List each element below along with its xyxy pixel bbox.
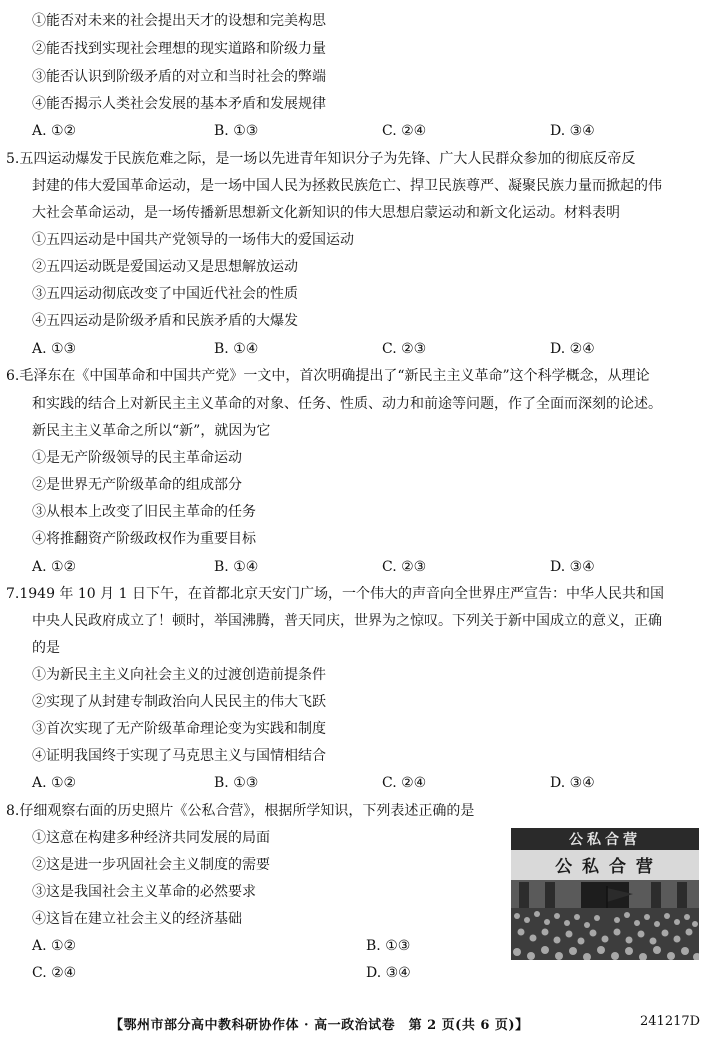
q8-item-4: ④这旨在建立社会主义的经济基础 [32,911,242,927]
q7-choice-d[interactable]: D. ③④ [550,775,595,791]
q4-choice-d[interactable]: D. ③④ [550,123,595,139]
q8-item-3: ③这是我国社会主义革命的必然要求 [32,884,256,900]
q4-choice-a[interactable]: A. ①② [32,123,77,139]
q8-item-1: ①这意在构建多种经济共同发展的局面 [32,830,270,846]
q7-stem-line-1: 7.1949 年 10 月 1 日下午，在首都北京天安门广场，一个伟大的声音向全世界庄严宣告：中华人民共和国 [6,586,664,602]
q7-stem-line-2: 中央人民政府成立了！顿时，举国沸腾，普天同庆，世界为之惊叹。下列关于新中国成立的意义，正确 [32,613,662,629]
q6-item-3: ③从根本上改变了旧民主革命的任务 [32,504,256,520]
q6-item-4: ④将推翻资产阶级政权作为重要目标 [32,531,256,547]
q8-item-2: ②这是进一步巩固社会主义制度的需要 [32,857,270,873]
q5-choice-d[interactable]: D. ②④ [550,341,595,357]
q8-stem-line-1: 8.仔细观察右面的历史照片《公私合营》，根据所学知识，下列表述正确的是 [6,803,475,819]
q6-choice-b[interactable]: B. ①④ [214,559,259,575]
q4-item-4: ④能否揭示人类社会发展的基本矛盾和发展规律 [32,96,326,112]
q8-choice-a[interactable]: A. ①② [32,938,77,954]
q4-item-1: ①能否对未来的社会提出天才的设想和完美构思 [32,13,326,29]
q7-choice-c[interactable]: C. ②④ [382,775,427,791]
q8-choice-d[interactable]: D. ③④ [366,965,411,981]
photo-banner-sign: 公 私 合 营 [555,857,655,877]
q8-choice-c[interactable]: C. ②④ [32,965,77,981]
q7-item-1: ①为新民主主义向社会主义的过渡创造前提条件 [32,667,326,683]
q5-choice-c[interactable]: C. ②③ [382,341,427,357]
q6-choice-c[interactable]: C. ②③ [382,559,427,575]
q5-item-2: ②五四运动既是爱国运动又是思想解放运动 [32,259,298,275]
q7-item-3: ③首次实现了无产阶级革命理论变为实践和制度 [32,721,326,737]
q6-item-1: ①是无产阶级领导的民主革命运动 [32,450,242,466]
photo-banner-top: 公私合营 [569,832,641,848]
historical-photo-public-private-partnership [511,828,699,960]
q5-choice-a[interactable]: A. ①③ [32,341,77,357]
q6-choice-a[interactable]: A. ①② [32,559,77,575]
q8-choice-b[interactable]: B. ①③ [366,938,411,954]
exam-code: 241217D [640,1014,701,1029]
q6-item-2: ②是世界无产阶级革命的组成部分 [32,477,242,493]
q6-stem-line-3: 新民主主义革命之所以“新”，就因为它 [32,423,271,439]
q5-stem-line-2: 封建的伟大爱国革命运动，是一场中国人民为拯救民族危亡、捍卫民族尊严、凝聚民族力量而掀起的伟 [32,178,662,194]
q6-stem-line-1: 6.毛泽东在《中国革命和中国共产党》一文中，首次明确提出了“新民主主义革命”这个科学概念，从理论 [6,368,650,384]
q7-choice-a[interactable]: A. ①② [32,775,77,791]
q4-item-3: ③能否认识到阶级矛盾的对立和当时社会的弊端 [32,69,326,85]
q7-stem-line-3: 的是 [32,640,60,656]
page-footer: 【鄂州市部分高中教科研协作体 · 高一政治试卷 第 2 页(共 6 页)】 [110,1018,529,1033]
q5-stem-line-3: 大社会革命运动，是一场传播新思想新文化新知识的伟大思想启蒙运动和新文化运动。材料表明 [32,205,620,221]
q7-item-2: ②实现了从封建专制政治向人民民主的伟大飞跃 [32,694,326,710]
q6-choice-d[interactable]: D. ③④ [550,559,595,575]
q4-choice-c[interactable]: C. ②④ [382,123,427,139]
q5-item-1: ①五四运动是中国共产党领导的一场伟大的爱国运动 [32,232,354,248]
q4-item-2: ②能否找到实现社会理想的现实道路和阶级力量 [32,41,326,57]
q5-choice-b[interactable]: B. ①④ [214,341,259,357]
q5-item-3: ③五四运动彻底改变了中国近代社会的性质 [32,286,298,302]
q7-choice-b[interactable]: B. ①③ [214,775,259,791]
q7-item-4: ④证明我国终于实现了马克思主义与国情相结合 [32,748,326,764]
q5-stem-line-1: 5.五四运动爆发于民族危难之际，是一场以先进青年知识分子为先锋、广大人民群众参加的彻底反帝反 [6,151,636,167]
q5-item-4: ④五四运动是阶级矛盾和民族矛盾的大爆发 [32,313,298,329]
q6-stem-line-2: 和实践的结合上对新民主主义革命的对象、任务、性质、动力和前途等问题，作了全面而深刻的论述。 [32,396,662,412]
q4-choice-b[interactable]: B. ①③ [214,123,259,139]
